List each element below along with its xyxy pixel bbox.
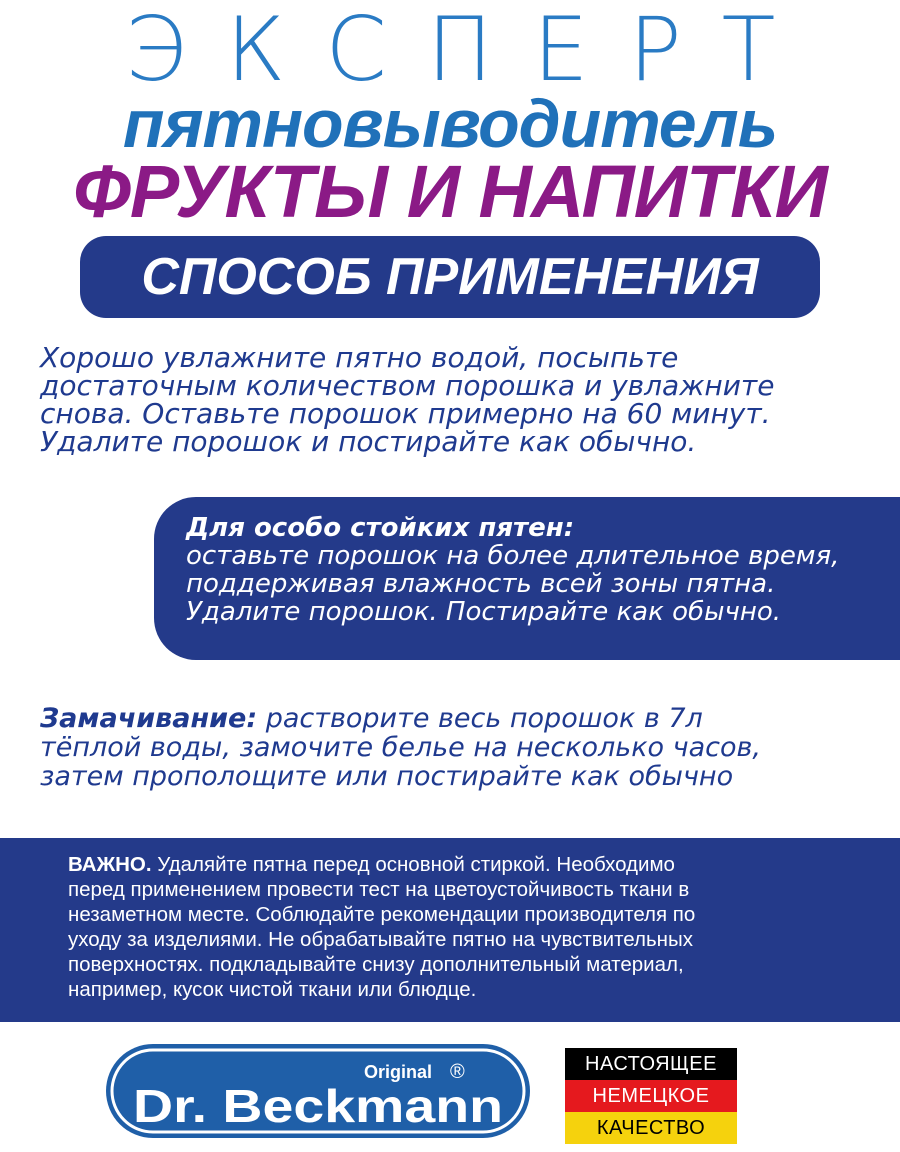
logo-brand-name: Dr. Beckmann bbox=[133, 1080, 503, 1132]
soaking-line: тёплой воды, замочите белье на несколько часов, bbox=[40, 732, 761, 763]
soaking-text bbox=[40, 704, 860, 791]
logo-oval-icon bbox=[104, 1042, 532, 1140]
logo-original-text: Original bbox=[364, 1062, 433, 1082]
tough-stains-box bbox=[154, 497, 900, 660]
badge-line-red: НЕМЕЦКОЕ bbox=[565, 1080, 737, 1112]
important-line: поверхностях. подкладывайте снизу дополнительный материал, bbox=[68, 953, 684, 976]
badge-line-black: НАСТОЯЩЕЕ bbox=[565, 1048, 737, 1080]
soaking-label: Замачивание: bbox=[40, 703, 258, 734]
instruction-line: Хорошо увлажните пятно водой, посыпьте bbox=[40, 341, 679, 374]
important-line: уходу за изделиями. Не обрабатывайте пятно на чувствительных bbox=[68, 928, 693, 951]
badge-line-gold: КАЧЕСТВО bbox=[565, 1112, 737, 1144]
dr-beckmann-logo bbox=[104, 1042, 532, 1140]
important-line: например, кусок чистой ткани или блюдце. bbox=[68, 978, 477, 1001]
product-variant-title: ФРУКТЫ И НАПИТКИ bbox=[73, 150, 827, 233]
instruction-line: снова. Оставьте порошок примерно на 60 минут. bbox=[40, 397, 771, 430]
important-label: ВАЖНО. bbox=[68, 853, 152, 876]
important-line: незаметном месте. Соблюдайте рекомендации производителя по bbox=[68, 903, 696, 926]
important-line bbox=[68, 852, 840, 877]
german-quality-badge bbox=[565, 1048, 737, 1144]
brand-line-title: ЭКСПЕРТ bbox=[124, 0, 816, 101]
soaking-line-rest: растворите весь порошок в 7л bbox=[257, 703, 703, 734]
important-line-rest: Удаляйте пятна перед основной стиркой. Необходимо bbox=[151, 853, 675, 876]
product-type-title: пятновыводитель bbox=[122, 86, 778, 162]
instruction-line: достаточным количеством порошка и увлажните bbox=[40, 369, 775, 402]
instruction-line: Удалите порошок и постирайте как обычно. bbox=[40, 425, 697, 458]
tough-stains-line: оставьте порошок на более длительное время, bbox=[186, 541, 840, 571]
soaking-line: затем прополощите или постирайте как обычно bbox=[40, 761, 734, 792]
tough-stains-heading: Для особо стойких пятен: bbox=[186, 513, 575, 543]
instruction-text bbox=[40, 341, 870, 458]
logo-registered-mark: ® bbox=[450, 1061, 465, 1083]
important-line: перед применением провести тест на цветоустойчивость ткани в bbox=[68, 878, 690, 901]
soaking-line bbox=[40, 704, 860, 733]
usage-section-title: СПОСОБ ПРИМЕНЕНИЯ bbox=[80, 236, 820, 318]
tough-stains-line: Удалите порошок. Постирайте как обычно. bbox=[186, 597, 782, 627]
tough-stains-line: поддерживая влажность всей зоны пятна. bbox=[186, 569, 776, 599]
important-notice bbox=[0, 838, 900, 1022]
